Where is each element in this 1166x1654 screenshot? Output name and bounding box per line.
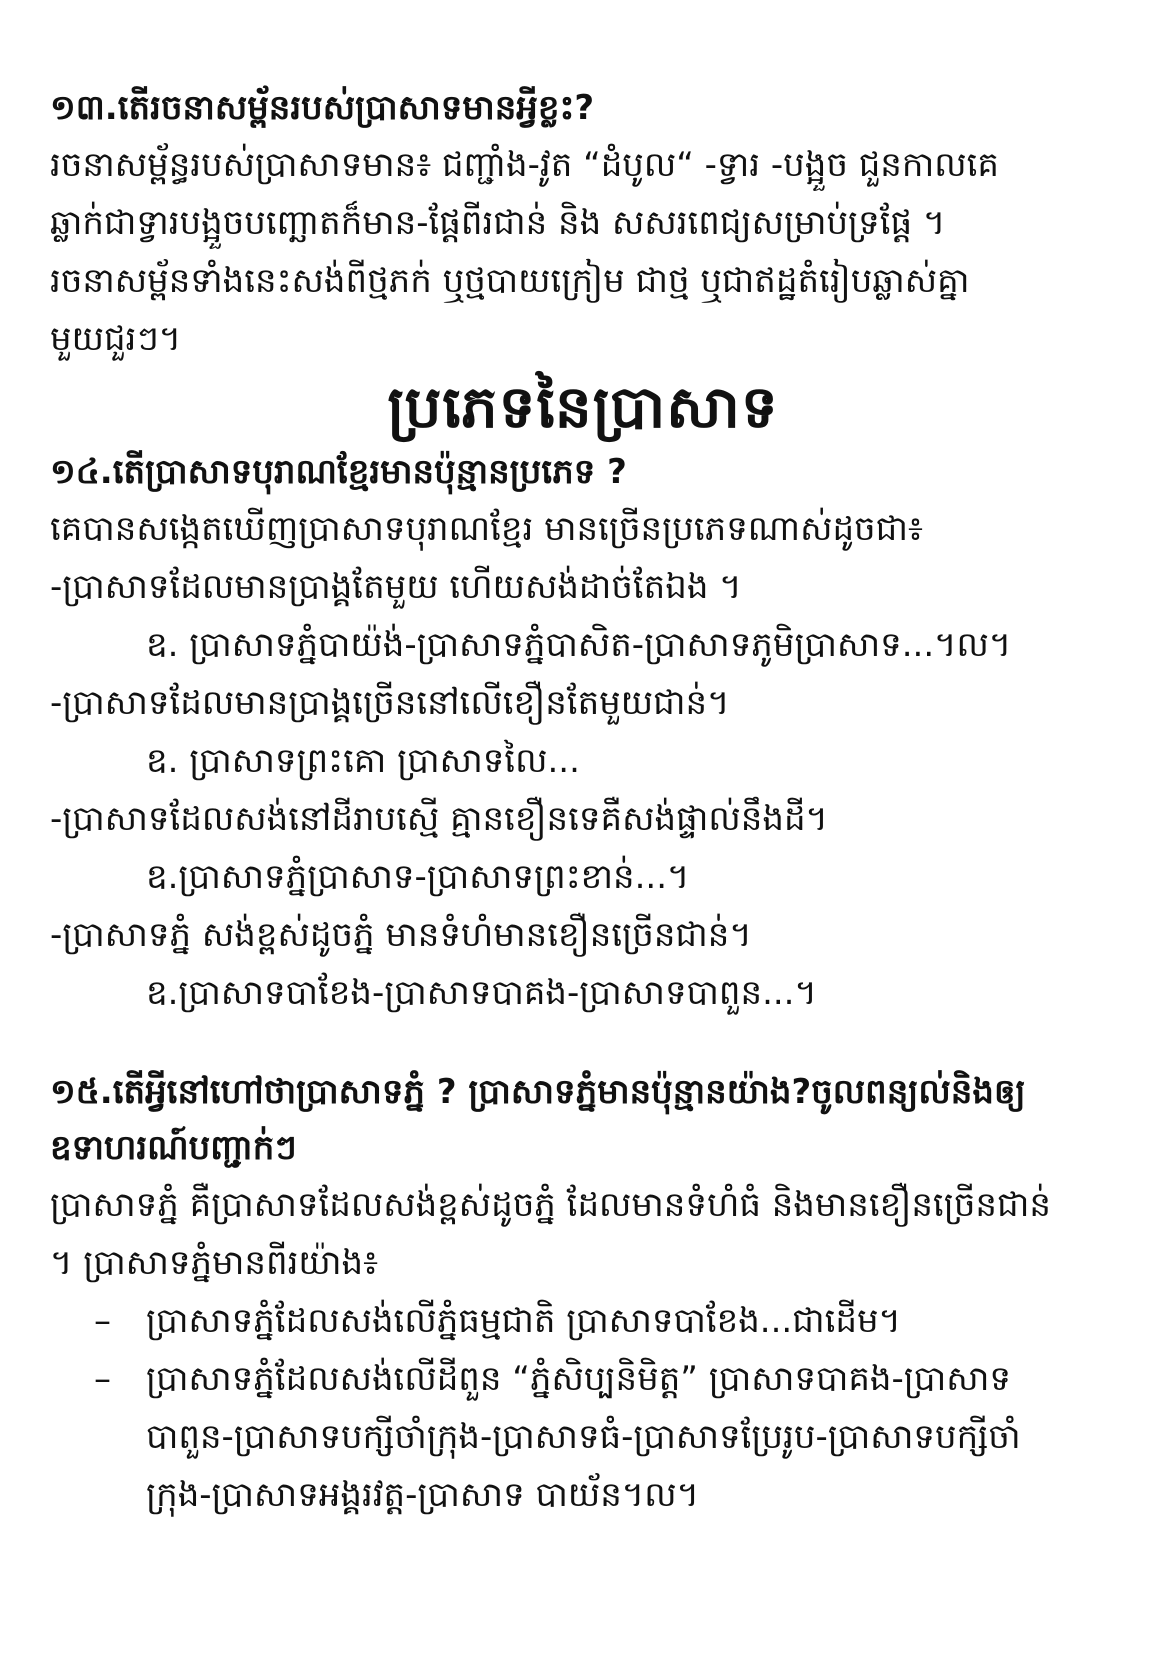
section-title: ប្រភេទនៃប្រាសាទ	[387, 373, 779, 441]
list-item-line: បាពួន-ប្រាសាទបក្សីចាំក្រុង-ប្រាសាទធំ-ប្រាសាទប្រែរូប-ប្រាសាទបក្សីចាំ	[146, 1417, 1021, 1457]
dash-bullet-icon: –	[94, 1359, 111, 1399]
list-item	[50, 1350, 1116, 1524]
question-15-line: ១៥.តើអ្វីនៅហៅថាប្រាសាទភ្នំ ? ប្រាសាទភ្នំមានប៉ុន្មានយ៉ាង?ចូលពន្យល់និងឲ្យ	[50, 1072, 1026, 1112]
question-14: ១៤.តើប្រាសាទបុរាណខ្មែរមានប៉ុន្មានប្រភេទ ?	[50, 452, 627, 492]
document-page	[50, 80, 1116, 1524]
temple-type-example: ឧ.ប្រាសាទបាខែង-ប្រាសាទបាគង-ប្រាសាទបាពួន...។	[146, 973, 817, 1013]
answer-13-line: រចនាសម្ព័នទាំងនេះសង់ពីថ្មភក់ ឬថ្មបាយក្រៀម ជាថ្ម ឬជាឥដ្ឋតំរៀបឆ្លាស់គ្នា	[50, 261, 970, 301]
question-15-line: ឧទាហរណ៍បញ្ជាក់ៗ	[50, 1128, 297, 1168]
temple-type-example: ឧ.ប្រាសាទភ្នំប្រាសាទ-ប្រាសាទព្រះខាន់...។	[146, 857, 690, 897]
dash-bullet-icon: –	[94, 1301, 111, 1341]
answer-14-intro: គេបានសង្កេតឃើញប្រាសាទបុរាណខ្មែរ មានច្រើនប្រភេទណាស់ដូចជា៖	[50, 509, 923, 549]
temple-type-example: ឧ. ប្រាសាទព្រះគោ ប្រាសាទលៃ...	[146, 741, 580, 781]
list-item-line: ក្រុង-ប្រាសាទអង្គរវត្ត-ប្រាសាទ បាយ័ន។ល។	[146, 1475, 699, 1515]
list-item-line: ប្រាសាទភ្នំដែលសង់លើដីពួន “ភ្នំសិប្បនិមិត្ត” ប្រាសាទបាគង-ប្រាសាទ	[146, 1359, 1011, 1399]
question-13: ១៣.តើរចនាសម្ព័នរបស់ប្រាសាទមានអ្វីខ្លះ?	[50, 88, 595, 128]
temple-type-item: -ប្រាសាទដែលសង់នៅដីរាបស្មើ គ្មានខឿនទេគឺសង់ផ្ទាល់នឹងដី។	[50, 799, 828, 839]
answer-13	[50, 136, 1116, 368]
answer-15-line: ។ ប្រាសាទភ្នំមានពីរយ៉ាង៖	[50, 1243, 379, 1283]
question-15	[50, 1064, 1116, 1176]
list-item	[50, 1292, 1116, 1350]
answer-14	[50, 500, 1116, 1022]
answer-15	[50, 1176, 1116, 1292]
answer-15-line: ប្រាសាទភ្នំ គឺប្រាសាទដែលសង់ខ្ពស់ដូចភ្នំ ដែលមានទំហំធំ និងមានខឿនច្រើនជាន់	[50, 1185, 1051, 1225]
answer-13-line: រចនាសម្ព័ន្ធរបស់ប្រាសាទមាន៖ ជញ្ជាំង-វូត “ដំបូល“ -ទ្វារ -បង្អួច ជួនកាលគេ	[50, 145, 1000, 185]
list-item-line: ប្រាសាទភ្នំដែលសង់លើភ្នំធម្មជាតិ ប្រាសាទបាខែង...ជាដើម។	[146, 1301, 901, 1341]
temple-type-item: -ប្រាសាទដែលមានប្រាង្គតែមួយ ហើយសង់ដាច់តែឯង ។	[50, 567, 742, 607]
mountain-temple-list	[50, 1292, 1116, 1524]
temple-type-item: -ប្រាសាទដែលមានប្រាង្គច្រើននៅលើខឿនតែមួយជាន់។	[50, 683, 730, 723]
spacer	[50, 1022, 1116, 1064]
temple-type-item: -ប្រាសាទភ្នំ សង់ខ្ពស់ដូចភ្នំ មានទំហំមានខឿនច្រើនជាន់។	[50, 915, 752, 955]
answer-13-line: ឆ្លាក់ជាទ្វារបង្អួចបញ្ឆោតក៏មាន-ផ្ដែពីរជាន់ និង សសរពេជ្យសម្រាប់ទ្រផ្ដែ ។	[50, 203, 946, 243]
temple-type-example: ឧ. ប្រាសាទភ្នំបាយ៉ង់-ប្រាសាទភ្នំបាសិត-ប្រាសាទភូមិប្រាសាទ...។ល។	[146, 625, 1012, 665]
answer-13-line: មួយជួរៗ។	[50, 319, 182, 359]
